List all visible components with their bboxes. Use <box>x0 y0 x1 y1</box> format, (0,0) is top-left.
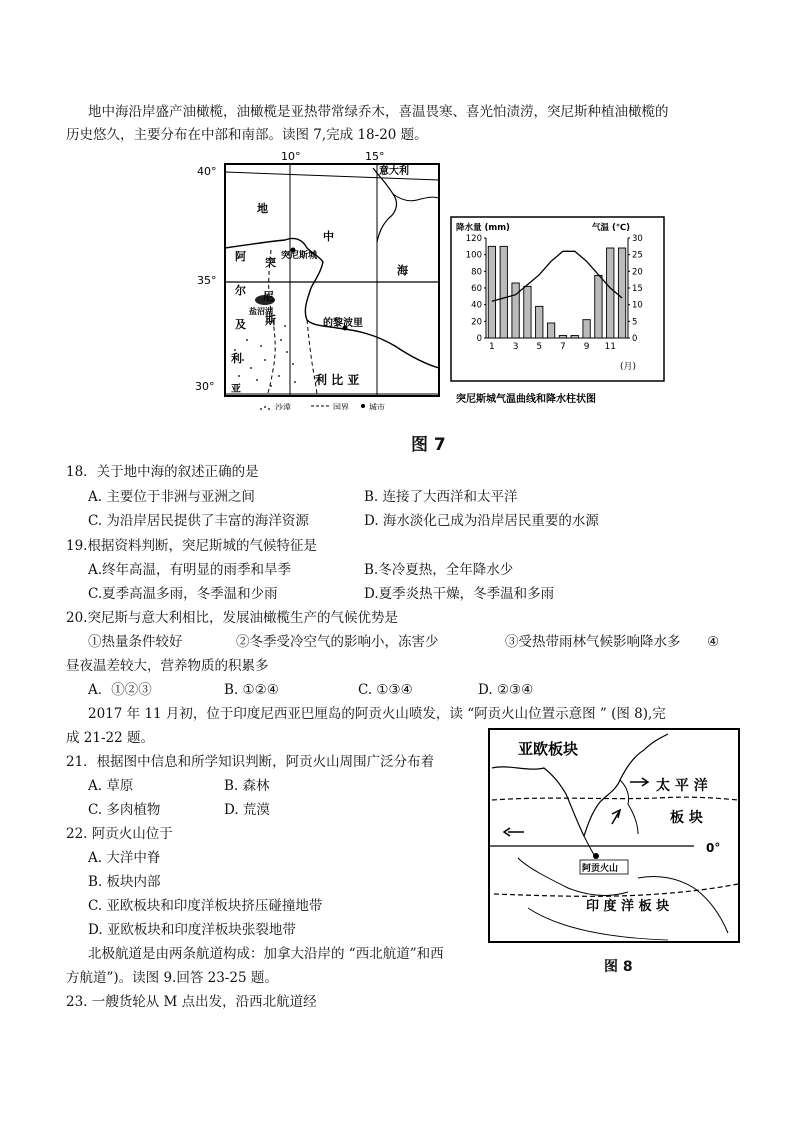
q20-statement-3: ③受热带雨林气候影响降水多 <box>505 634 681 650</box>
q21-option-a: A. 草原 <box>88 778 134 794</box>
map-label-li: 利 <box>231 352 242 365</box>
climate-right-axis-title: 气温 (℃) <box>592 223 631 233</box>
map-label-ji: 及 <box>235 318 246 331</box>
climate-right-tick: 25 <box>632 250 643 261</box>
climate-right-tick: 0 <box>632 334 638 344</box>
precipitation-bar <box>571 336 578 339</box>
climate-x-tick: 5 <box>536 342 543 352</box>
fig8-label-indian-plate: 印 度 洋 板 块 <box>586 899 670 914</box>
fig8-label-eurasian-plate: 亚欧板块 <box>518 740 579 758</box>
fig8-label-pacific: 太 平 洋 <box>656 778 708 794</box>
q18-option-b: B. 连接了大西洋和太平洋 <box>364 489 518 505</box>
map-label-hai: 海 <box>397 264 408 277</box>
precipitation-bar <box>488 246 495 338</box>
q21-option-c: C. 多肉植物 <box>88 802 161 818</box>
map-label-a: 阿 <box>235 250 246 263</box>
q20-stem: 20.突尼斯与意大利相比，发展油橄榄生产的气候优势是 <box>66 610 398 626</box>
climate-left-tick: 60 <box>471 284 482 294</box>
climate-x-tick: 11 <box>604 342 616 352</box>
precipitation-bar <box>524 286 531 338</box>
q22-option-b: B. 板块内部 <box>88 874 161 890</box>
legend-border: 国界 <box>333 403 349 410</box>
intro2-line-1: 2017 年 11 月初，位于印度尼西亚巴厘岛的阿贡火山喷发，读 “阿贡火山位置示意图 ” (图 8),完 <box>88 706 666 722</box>
q19-option-d: D.夏季炎热干燥，冬季温和多雨 <box>364 586 555 602</box>
map-label-salt-lake: 盐沼湖 <box>249 307 273 316</box>
climate-x-tick: 1 <box>489 342 495 352</box>
climate-left-tick: 120 <box>465 234 482 244</box>
q22-option-d: D. 亚欧板块和印度洋板块张裂地带 <box>88 922 296 938</box>
map-lat-40: 40° <box>197 165 217 178</box>
climate-right-tick: 30 <box>632 234 643 244</box>
q18-stem: 18．关于地中海的叙述正确的是 <box>66 464 259 480</box>
map-lat-35: 35° <box>197 274 217 287</box>
q22-option-c: C. 亚欧板块和印度洋板块挤压碰撞地带 <box>88 898 323 914</box>
climate-left-tick: 40 <box>471 300 482 311</box>
q21-option-b: B. 森林 <box>224 778 270 794</box>
q20-option-a: A．①②③ <box>88 682 152 698</box>
intro-line-2: 历史悠久，主要分布在中部和南部。读图 7,完成 18-20 题。 <box>66 127 428 143</box>
climate-chart <box>450 216 665 406</box>
climate-right-tick: 5 <box>632 317 638 328</box>
climate-x-tick: 3 <box>512 342 519 352</box>
map-label-er: 尔 <box>235 284 246 297</box>
q22-stem: 22. 阿贡火山位于 <box>66 826 173 842</box>
map-label-tunis-city: 突尼斯城 <box>281 251 318 261</box>
figure-7 <box>195 150 665 410</box>
precipitation-bar <box>536 306 543 338</box>
map-label-di: 地 <box>257 202 268 215</box>
map-lat-30: 30° <box>195 380 215 393</box>
q19-option-a: A.终年高温，有明显的雨季和旱季 <box>88 562 292 578</box>
climate-left-tick: 100 <box>465 250 482 261</box>
q18-option-d: D. 海水淡化己成为沿岸居民重要的水源 <box>364 513 599 529</box>
climate-left-axis-title: 降水量 (mm) <box>456 223 510 233</box>
climate-right-tick: 15 <box>632 284 643 294</box>
q20-statement-4: 昼夜温差较大，营养物质的积累多 <box>66 658 269 674</box>
map-legend <box>260 402 385 410</box>
q23-stem: 23. 一艘货轮从 M 点出发，沿西北航道经 <box>66 994 317 1010</box>
q18-option-c: C. 为沿岸居民提供了丰富的海洋资源 <box>88 513 309 529</box>
climate-right-tick: 10 <box>632 300 643 311</box>
fig8-label-agung: 阿贡火山 <box>582 864 619 874</box>
fig8-label-plate: 板 块 <box>670 810 703 826</box>
precipitation-bar <box>500 246 507 338</box>
q20-statement-1: ①热量条件较好 <box>88 634 183 650</box>
figure-8-map <box>488 728 740 943</box>
climate-x-tick: 7 <box>560 342 566 352</box>
q19-option-c: C.夏季高温多雨，冬季温和少雨 <box>88 586 278 602</box>
legend-city: 城市 <box>369 403 385 410</box>
precipitation-bar <box>618 248 625 338</box>
precipitation-bar <box>595 276 602 339</box>
figure-7-caption: 图 7 <box>411 435 446 455</box>
map-label-italy: 意大利 <box>379 166 409 177</box>
figure-8-caption: 图 8 <box>604 959 633 975</box>
intro2-line-2: 成 21-22 题。 <box>66 730 155 746</box>
climate-left-tick: 20 <box>471 317 482 328</box>
climate-x-tick: 9 <box>583 342 590 352</box>
q20-statement-4-marker: ④ <box>707 634 720 650</box>
map-label-libya: 利 比 亚 <box>315 373 360 387</box>
intro3-line-2: 方航道”)。读图 9.回答 23-25 题。 <box>66 970 278 986</box>
climate-right-tick: 20 <box>632 267 643 278</box>
q21-stem: 21．根据图中信息和所学知识判断，阿贡火山周围广泛分布着 <box>66 754 435 770</box>
q20-statement-2: ②冬季受冷空气的影响小，冻害少 <box>236 634 439 650</box>
climate-title: 突尼斯城气温曲线和降水柱状图 <box>456 394 596 405</box>
climate-left-tick: 0 <box>476 334 482 344</box>
precipitation-bar <box>547 323 554 338</box>
map-label-tu: 突 <box>265 256 276 269</box>
climate-left-tick: 80 <box>471 267 482 278</box>
map-lon-15: 15° <box>365 150 385 163</box>
precipitation-bar <box>559 336 566 339</box>
precipitation-bar <box>583 320 590 338</box>
intro-line-1: 地中海沿岸盛产油橄榄，油橄榄是亚热带常绿乔木，喜温畏寒、喜光怕渍涝，突尼斯种植油橄榄的 <box>88 104 669 120</box>
map-label-si: 斯 <box>265 314 276 327</box>
fig8-label-equator: 0° <box>706 841 721 855</box>
q19-stem: 19.根据资料判断，突尼斯城的气候特征是 <box>66 538 317 554</box>
map-label-ni: 尼 <box>263 290 274 303</box>
precipitation-bar <box>512 283 519 338</box>
q20-option-b: B. ①②④ <box>224 682 279 698</box>
q22-option-a: A. 大洋中脊 <box>88 850 161 866</box>
q18-option-a: A. 主要位于非洲与亚洲之间 <box>88 489 255 505</box>
map-lon-10: 10° <box>281 150 301 163</box>
q20-option-c: C. ①③④ <box>358 682 413 698</box>
precipitation-bar <box>607 248 614 338</box>
figure-8 <box>488 728 740 943</box>
climate-x-unit: (月) <box>620 362 637 372</box>
map-label-zhong: 中 <box>323 230 334 243</box>
map-label-tripoli: 的黎波里 <box>323 318 363 329</box>
q19-option-b: B.冬冷夏热，全年降水少 <box>364 562 514 578</box>
q21-option-d: D. 荒漠 <box>224 802 270 818</box>
q20-option-d: D. ②③④ <box>478 682 534 698</box>
intro3-line-1: 北极航道是由两条航道构成：加拿大沿岸的 “西北航道”和西 <box>88 946 444 962</box>
legend-desert: 沙漠 <box>275 403 291 410</box>
map-label-ya: 亚 <box>231 384 241 395</box>
